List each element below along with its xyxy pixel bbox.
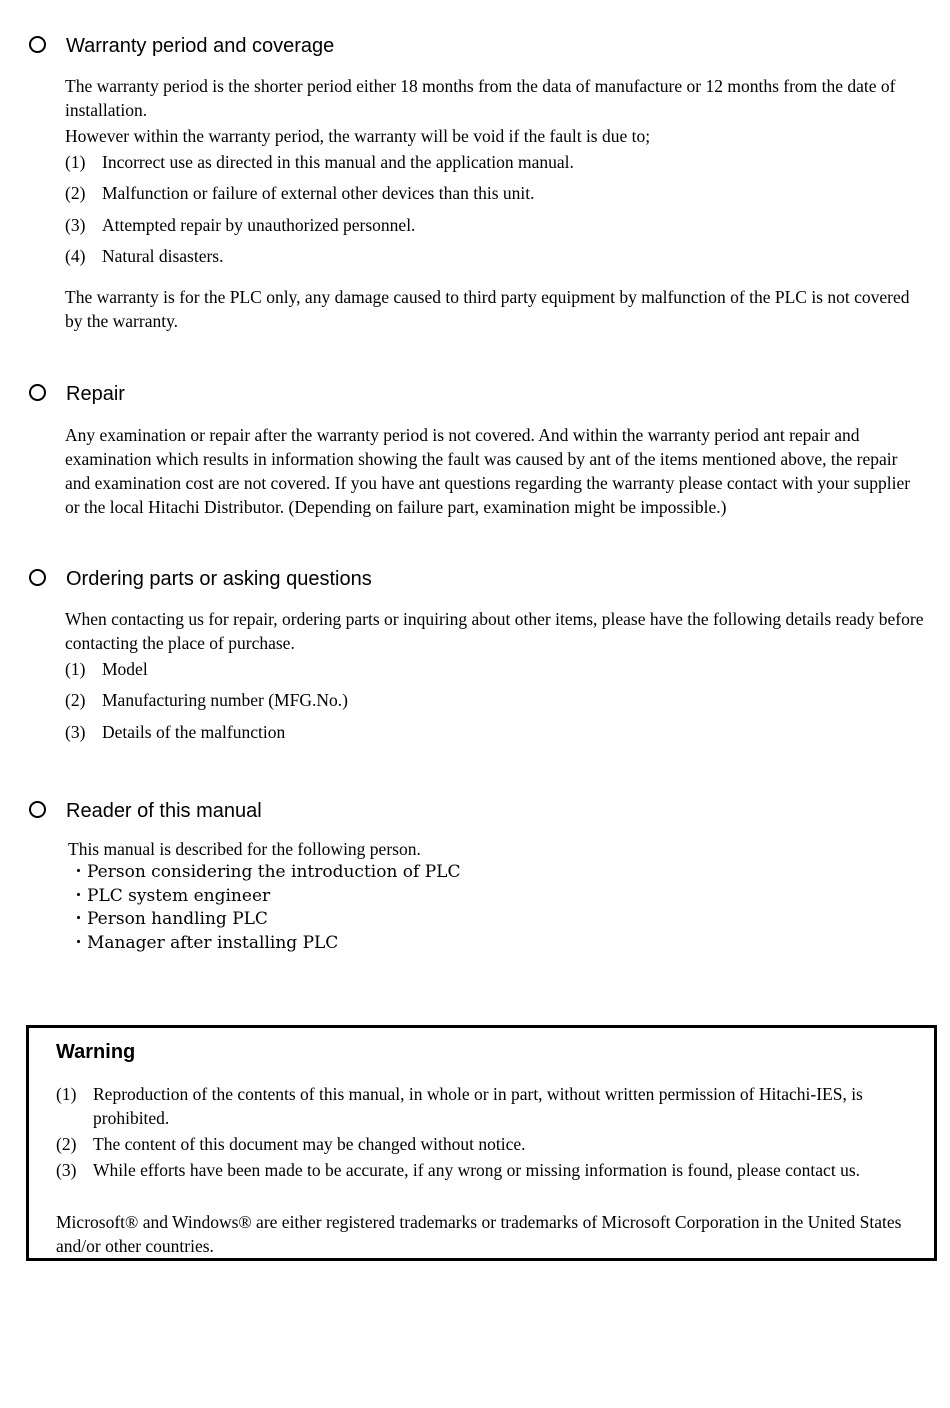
ordering-body: When contacting us for repair, ordering parts or inquiring about other items, please have the following details ready before contacting the place of purchase.: [65, 609, 924, 653]
warning-item-2-number: (2): [56, 1134, 77, 1154]
warranty-item-3-text: Attempted repair by unauthorized personnel.: [102, 215, 416, 235]
warranty-item-4: [65, 244, 224, 268]
ordering-item-2-number: (2): [65, 690, 86, 710]
warranty-intro-1: The warranty period is the shorter period either 18 months from the data of manufacture or 12 months from the date of installation.: [65, 76, 896, 120]
warranty-item-4-text: Natural disasters.: [102, 246, 224, 266]
reader-bullet-1: ・Person considering the introduction of PLC: [70, 862, 461, 882]
reader-bullet-4: ・Manager after installing PLC: [70, 933, 339, 953]
reader-intro: This manual is described for the following person.: [68, 839, 421, 859]
repair-heading: [29, 382, 125, 406]
reader-heading: [29, 799, 262, 823]
warranty-item-2-number: (2): [65, 183, 86, 203]
ordering-item-3-text: Details of the malfunction: [102, 722, 286, 742]
trademark-notice: Microsoft® and Windows® are either registered trademarks or trademarks of Microsoft Corporation in the United States and/or other countries.: [56, 1212, 902, 1256]
circle-bullet-icon: [29, 569, 46, 586]
ordering-item-2: [65, 688, 348, 712]
reader-heading-text: Reader of this manual: [66, 800, 262, 822]
reader-bullet-2: ・PLC system engineer: [70, 886, 271, 906]
ordering-item-3: [65, 720, 285, 744]
warranty-item-2-text: Malfunction or failure of external other devices than this unit.: [102, 183, 535, 203]
warranty-intro-2: However within the warranty period, the warranty will be void if the fault is due to;: [65, 126, 651, 146]
warranty-item-2: [65, 181, 535, 205]
warranty-item-3: [65, 213, 415, 237]
circle-bullet-icon: [29, 801, 46, 818]
warranty-closing: The warranty is for the PLC only, any damage caused to third party equipment by malfunction of the PLC is not covered by the warranty.: [65, 287, 910, 331]
warning-item-2: [56, 1132, 916, 1156]
warning-item-1-text: Reproduction of the contents of this manual, in whole or in part, without written permission of Hitachi-IES, is prohibited.: [93, 1084, 863, 1128]
warning-item-1-number: (1): [56, 1084, 77, 1104]
warning-box: [26, 1025, 937, 1261]
warranty-heading-text: Warranty period and coverage: [66, 35, 335, 57]
ordering-item-1: [65, 657, 148, 681]
circle-bullet-icon: [29, 36, 46, 53]
ordering-item-2-text: Manufacturing number (MFG.No.): [102, 690, 348, 710]
warranty-item-4-number: (4): [65, 246, 86, 266]
ordering-item-3-number: (3): [65, 722, 86, 742]
repair-heading-text: Repair: [66, 383, 125, 405]
ordering-heading-text: Ordering parts or asking questions: [66, 568, 372, 590]
warning-item-3: [56, 1158, 916, 1182]
warning-item-3-text: While efforts have been made to be accurate, if any wrong or missing information is found, please contact us.: [93, 1160, 861, 1180]
repair-body: Any examination or repair after the warranty period is not covered. And within the warranty period ant repair and examination which results in information showing the fault was caused by ant of the items mentioned above, the repair and examination cost are not covered. If you have ant questions regarding the warranty please contact with your supplier or the local Hitachi Distributor. (Depending on failure part, examination might be impossible.): [65, 425, 911, 517]
ordering-item-1-number: (1): [65, 659, 86, 679]
warning-title: Warning: [56, 1041, 136, 1063]
ordering-item-1-text: Model: [102, 659, 148, 679]
ordering-heading: [29, 567, 372, 591]
warning-item-2-text: The content of this document may be changed without notice.: [93, 1134, 526, 1154]
warranty-heading: [29, 34, 334, 58]
warning-item-1: [56, 1082, 916, 1130]
warranty-item-1-text: Incorrect use as directed in this manual and the application manual.: [102, 152, 574, 172]
warranty-item-1: [65, 150, 574, 174]
warning-item-3-number: (3): [56, 1160, 77, 1180]
warranty-item-3-number: (3): [65, 215, 86, 235]
circle-bullet-icon: [29, 384, 46, 401]
reader-bullet-3: ・Person handling PLC: [70, 909, 268, 929]
warranty-item-1-number: (1): [65, 152, 86, 172]
